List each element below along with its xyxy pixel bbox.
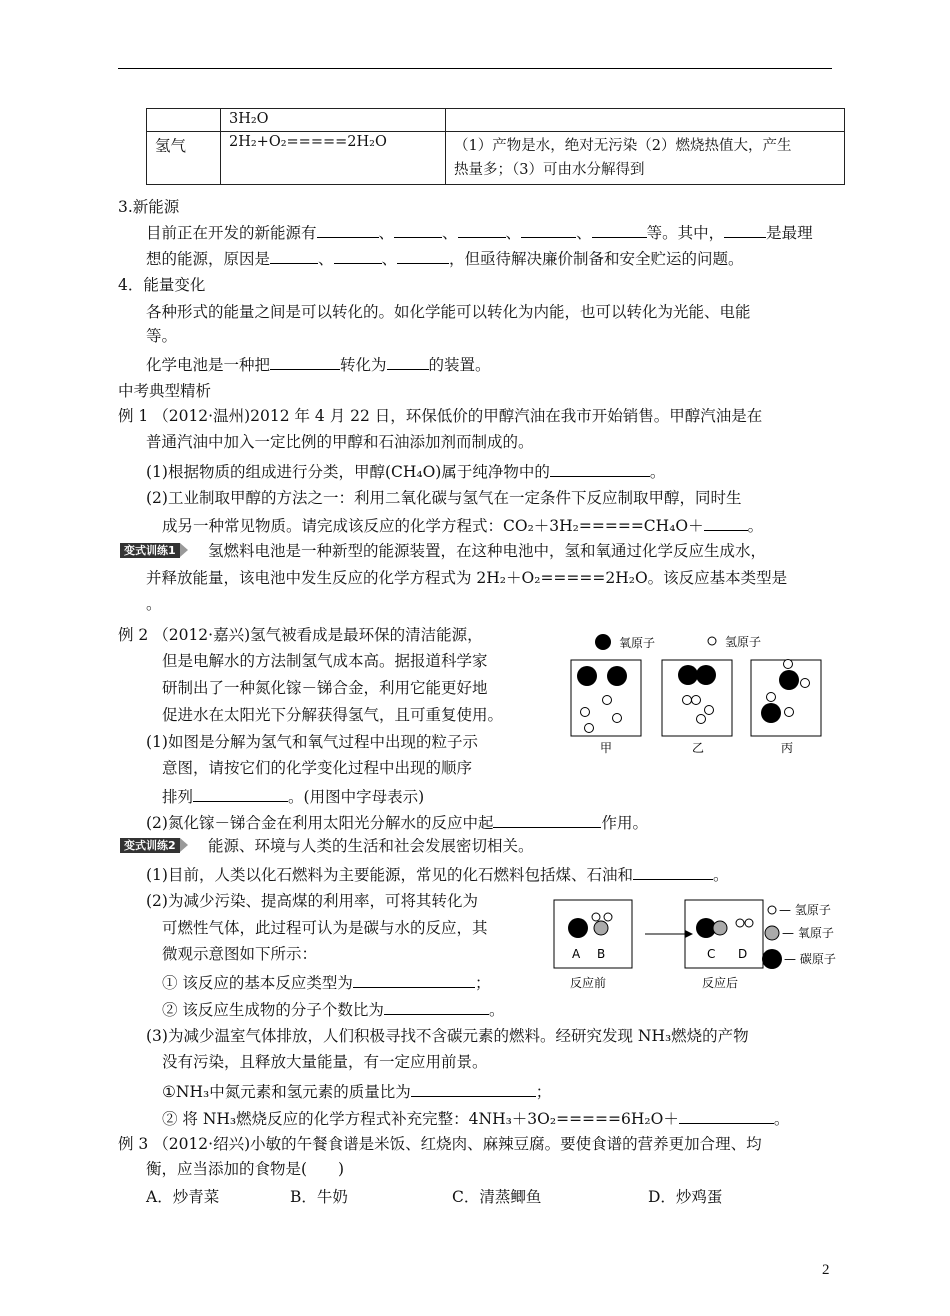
text-line: ①NH₃中氮元素和氢元素的质量比为 ； xyxy=(162,1080,551,1102)
hydrogen-atom-legend-icon xyxy=(768,906,776,914)
legend-label: — 碳原子 xyxy=(784,952,836,966)
text-line: ① 该反应的基本反应类型为 ； xyxy=(162,971,490,993)
text-line: 想的能源，原因是 、 、 ，但亟待解决廉价制备和安全贮运的问题。 xyxy=(146,247,744,269)
table-cell xyxy=(446,109,845,132)
text-line: 例 2 （2012·嘉兴)氢气被看成是最环保的清洁能源， xyxy=(118,626,483,644)
section-title: 3.新能源 xyxy=(118,198,180,216)
legend-label: — 氢原子 xyxy=(779,903,831,917)
before-box xyxy=(554,900,632,968)
text-line: 并释放能量，该电池中发生反应的化学方程式为 2H₂＋O₂=====2H₂O。该反应基本类型是 xyxy=(146,569,788,587)
molecule-label: C xyxy=(707,947,716,961)
text-line: 但是电解水的方法制氢气成本高。据报道科学家 xyxy=(162,652,488,670)
text-line: 。 xyxy=(146,595,162,613)
cell-line: 热量多；（3）可由水分解得到 xyxy=(454,162,645,178)
option-b: B．牛奶 xyxy=(290,1188,348,1206)
text-line: 可燃性气体，此过程可认为是碳与水的反应，其 xyxy=(162,919,488,937)
text-line: 例 1 （2012·温州)2012 年 4 月 22 日，环保低价的甲醇汽油在我市开始销售。甲醇汽油是在 xyxy=(118,407,763,425)
text-line: (2)氮化镓－锑合金在利用太阳光分解水的反应中起 作用。 xyxy=(146,811,648,833)
section-title: 4．能量变化 xyxy=(118,276,206,294)
text-line: 研制出了一种氮化镓－锑合金，利用它能更好地 xyxy=(162,679,488,697)
header-rule xyxy=(118,68,832,69)
text-line: (3)为减少温室气体排放，人们积极寻找不含碳元素的燃料。经研究发现 NH₃燃烧的产物 xyxy=(146,1027,749,1045)
text-line: ② 将 NH₃燃烧反应的化学方程式补充完整：4NH₃＋3O₂=====6H₂O＋ 。 xyxy=(162,1107,789,1129)
table-cell: 3H₂O xyxy=(221,109,446,132)
text-line: 等。 xyxy=(146,327,178,345)
text-line: 能源、环境与人类的生活和社会发展密切相关。 xyxy=(208,837,534,855)
text-line: 氢燃料电池是一种新型的能源装置，在这种电池中，氢和氧通过化学反应生成水， xyxy=(208,542,767,560)
caption: 反应后 xyxy=(702,976,739,990)
text-line: ② 该反应生成物的分子个数比为 。 xyxy=(162,998,504,1020)
text-line: 成另一种常见物质。请完成该反应的化学方程式：CO₂＋3H₂=====CH₄O＋ 。 xyxy=(162,514,763,536)
oxygen-atom-legend-icon xyxy=(765,926,779,940)
text-line: (1)如图是分解为氢气和氧气过程中出现的粒子示 xyxy=(146,733,478,751)
box-label: 甲 xyxy=(600,741,613,755)
molecule-label: A xyxy=(572,947,581,961)
caption: 反应前 xyxy=(570,976,607,990)
option-a: A．炒青菜 xyxy=(146,1188,220,1206)
text-line: (2)为减少污染、提高煤的利用率，可将其转化为 xyxy=(146,892,478,910)
table-row xyxy=(147,132,845,185)
page-number: 2 xyxy=(822,1262,830,1278)
text-line: 目前正在开发的新能源有 、 、 、 、 等。其中， 是最理 xyxy=(146,221,813,243)
carbon-atom-legend-icon xyxy=(762,949,782,969)
text-line: (1)目前，人类以化石燃料为主要能源，常见的化石燃料包括煤、石油和 。 xyxy=(146,863,728,885)
box-label: 丙 xyxy=(781,741,794,755)
variant-tag: 变式训练1 xyxy=(120,543,180,558)
text-line: 例 3 （2012·绍兴)小敏的午餐食谱是米饭、红烧肉、麻辣豆腐。要使食谱的营养更加合理、均 xyxy=(118,1135,762,1153)
text-line: 意图，请按它们的化学变化过程中出现的顺序 xyxy=(162,759,473,777)
text-line: (1)根据物质的组成进行分类，甲醇(CH₄O)属于纯净物中的 。 xyxy=(146,460,665,482)
option-c: C．清蒸鲫鱼 xyxy=(452,1188,542,1206)
legend-label: 氢原子 xyxy=(725,635,762,649)
hydrogen-atom-legend-icon xyxy=(708,637,716,645)
text-line: 促进水在太阳光下分解获得氢气，且可重复使用。 xyxy=(162,706,504,724)
legend-label: — 氧原子 xyxy=(782,926,834,940)
table-cell: 2H₂+O₂=====2H₂O xyxy=(221,132,446,185)
box-label: 乙 xyxy=(692,741,705,755)
molecule-label: D xyxy=(738,947,748,961)
molecule-label: B xyxy=(597,947,606,961)
table-row xyxy=(147,109,845,132)
text-line: 各种形式的能量之间是可以转化的。如化学能可以转化为内能，也可以转化为光能、电能 xyxy=(146,303,751,321)
text-line: (2)工业制取甲醇的方法之一：利用二氧化碳与氢气在一定条件下反应制取甲醇，同时生 xyxy=(146,489,742,507)
option-d: D．炒鸡蛋 xyxy=(648,1188,723,1206)
text-line: 普通汽油中加入一定比例的甲醇和石油添加剂而制成的。 xyxy=(146,433,534,451)
table-cell xyxy=(147,109,221,132)
text-line: 化学电池是一种把 转化为 的装置。 xyxy=(146,353,491,375)
table-cell: 氢气 xyxy=(147,132,221,185)
section-title: 中考典型精析 xyxy=(118,382,212,400)
text-line: 衡，应当添加的食物是( ) xyxy=(146,1160,345,1178)
text-line: 微观示意图如下所示： xyxy=(162,945,318,963)
cell-line: （1）产物是水，绝对无污染（2）燃烧热值大，产生 xyxy=(454,138,792,154)
oxygen-atom-legend-icon xyxy=(595,634,611,650)
particle-diagram xyxy=(565,628,835,763)
legend-label: 氧原子 xyxy=(619,636,656,650)
text-line: 没有污染，且释放大量能量，有一定应用前景。 xyxy=(162,1053,488,1071)
energy-table xyxy=(146,108,845,185)
table-cell xyxy=(446,132,845,185)
text-line: 排列 。(用图中字母表示) xyxy=(162,785,424,807)
reaction-diagram xyxy=(550,896,840,996)
variant-tag: 变式训练2 xyxy=(120,838,180,853)
